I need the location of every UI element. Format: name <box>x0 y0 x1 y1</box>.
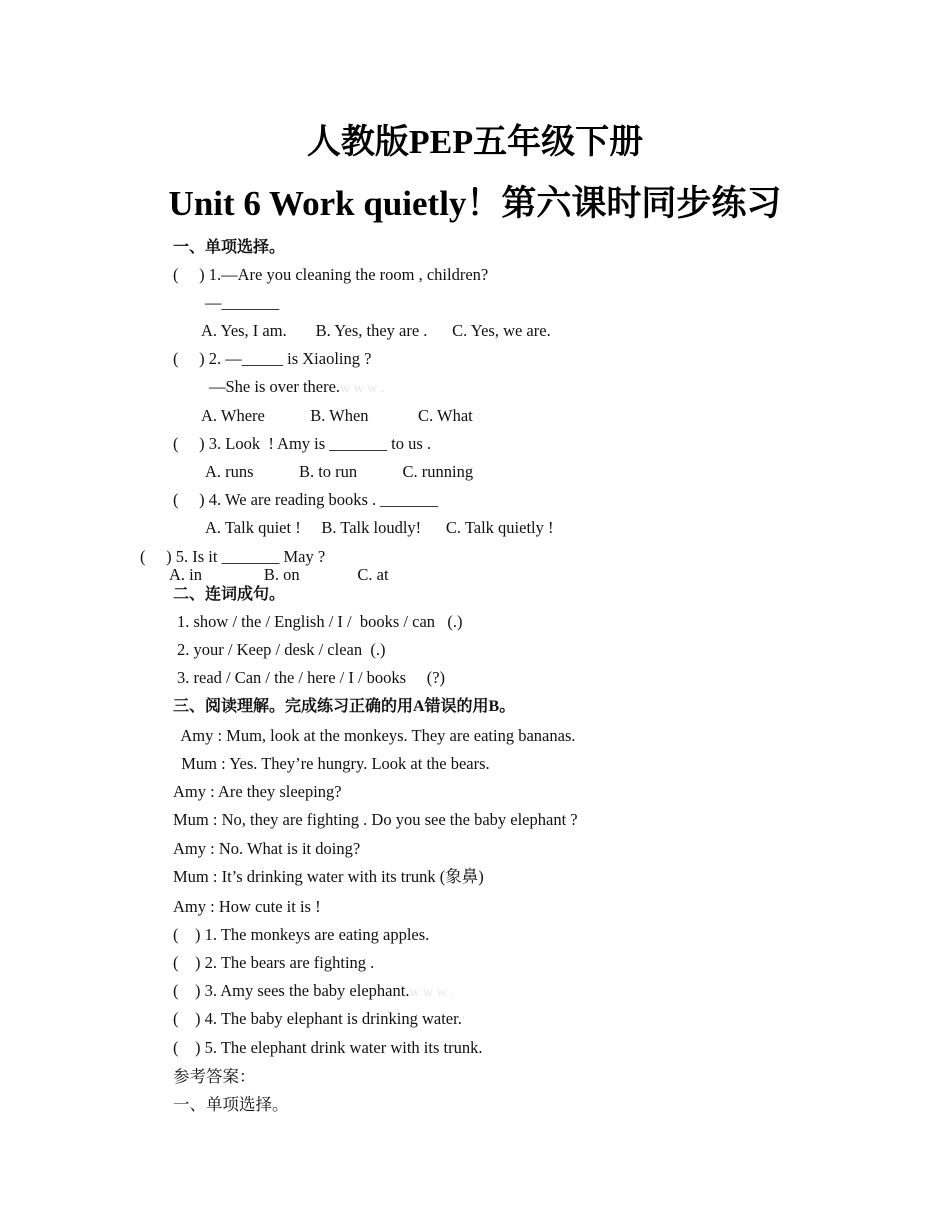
answers-section1-heading: 一、单项选择。 <box>173 1095 289 1114</box>
document-title: 人教版PEP五年级下册 <box>306 124 644 161</box>
question-4-options: A. Talk quiet ! B. Talk loudly! C. Talk quietly ! <box>205 518 554 537</box>
watermark: w w w . <box>409 985 454 1000</box>
dialogue-line: Mum : No, they are fighting . Do you see the baby elephant ? <box>173 810 578 829</box>
question-1-options: A. Yes, I am. B. Yes, they are . C. Yes, we are. <box>201 321 551 340</box>
question-5: ( ) 5. Is it _______ May ? <box>140 547 326 566</box>
dialogue-line: Amy : How cute it is ! <box>173 897 321 916</box>
question-2: ( ) 2. —_____ is Xiaoling ? <box>173 349 372 368</box>
statement-item: ( ) 5. The elephant drink water with its trunk. <box>173 1038 483 1057</box>
question-1-answer-blank: —_______ <box>205 293 280 312</box>
statement-item: ( ) 2. The bears are fighting . <box>173 953 375 972</box>
statement-item: ( ) 4. The baby elephant is drinking water. <box>173 1009 462 1028</box>
watermark: w w w . <box>340 381 385 396</box>
section2-heading: 二、连词成句。 <box>173 586 286 603</box>
statement-item: ( ) 1. The monkeys are eating apples. <box>173 925 430 944</box>
question-2-line2: —She is over there.w w w . <box>209 377 385 396</box>
section3-heading: 三、阅读理解。完成练习正确的用A错误的用B。 <box>173 698 516 715</box>
question-5-options: A. in B. on C. at <box>169 565 389 584</box>
question-3: ( ) 3. Look ! Amy is _______ to us . <box>173 434 432 453</box>
document-subtitle: Unit 6 Work quietly！第六课时同步练习 <box>168 184 782 223</box>
sentence-item: 2. your / Keep / desk / clean (.) <box>177 640 386 659</box>
question-3-options: A. runs B. to run C. running <box>205 462 474 481</box>
question-4: ( ) 4. We are reading books . _______ <box>173 490 439 509</box>
sentence-item: 1. show / the / English / I / books / can (.) <box>177 612 463 631</box>
statement-item: ( ) 3. Amy sees the baby elephant.w w w . <box>173 981 454 1000</box>
question-1: ( ) 1.—Are you cleaning the room , children? <box>173 265 489 284</box>
answers-heading: 参考答案： <box>173 1067 256 1086</box>
question-2-options: A. Where B. When C. What <box>201 406 473 425</box>
dialogue-line: Mum : Yes. They’re hungry. Look at the bears. <box>173 754 490 773</box>
dialogue-line: Amy : Are they sleeping? <box>173 782 342 801</box>
dialogue-line: Amy : No. What is it doing? <box>173 839 361 858</box>
sentence-item: 3. read / Can / the / here / I / books (?) <box>177 668 446 687</box>
section1-heading: 一、单项选择。 <box>173 239 286 256</box>
dialogue-line: Mum : It’s drinking water with its trunk (象鼻) <box>173 867 484 886</box>
dialogue-line: Amy : Mum, look at the monkeys. They are eating bananas. <box>173 726 576 745</box>
